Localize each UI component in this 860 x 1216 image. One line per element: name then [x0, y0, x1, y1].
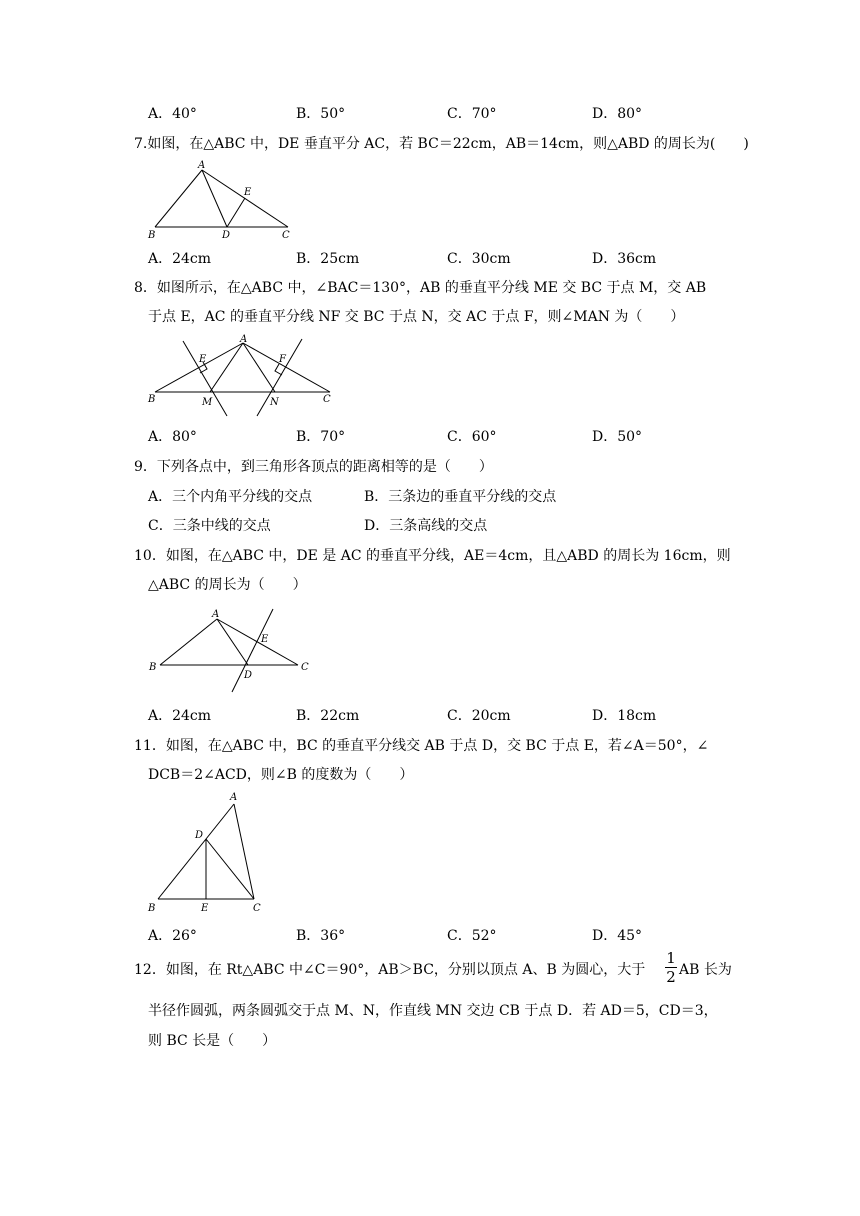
q7-label-a: A: [198, 160, 206, 171]
q11-label-d: D: [195, 830, 204, 841]
q12-stem-line-3: 则 BC 长是（ ）: [148, 1033, 277, 1049]
q12-stem-line-1: 12．如图，在 Rt△ABC 中∠C＝90°，AB＞BC，分别以顶点 A、B 为圆心，大于: [134, 962, 646, 978]
q9-option-d: D．三条高线的交点: [364, 518, 488, 534]
q8-option-c: C．60°: [447, 429, 497, 445]
q9-option-a: A．三个内角平分线的交点: [148, 489, 313, 505]
q7-label-b: B: [148, 230, 156, 241]
q8-label-e: E: [199, 354, 207, 365]
q7-option-b: B．25cm: [296, 251, 360, 267]
q8-stem-line-2: 于点 E，AC 的垂直平分线 NF 交 BC 于点 N，交 AC 于点 F，则∠MAN 为（ ）: [148, 309, 685, 325]
q10-label-e: E: [261, 634, 269, 645]
q11-figure: [140, 786, 280, 918]
q8-label-a: A: [240, 334, 248, 345]
q12-fraction-numerator: 1: [666, 949, 676, 967]
q8-option-a: A．80°: [148, 429, 197, 445]
q10-label-b: B: [149, 662, 157, 673]
q11-option-b: B．36°: [296, 928, 346, 944]
q6-option-c: C．70°: [447, 106, 497, 122]
q11-label-b: B: [148, 903, 156, 914]
q7-stem: 7.如图，在△ABC 中，DE 垂直平分 AC，若 BC＝22cm，AB＝14cm，则△ABD 的周长为( ): [134, 136, 749, 152]
q8-label-n: N: [270, 397, 279, 408]
q7-label-e: E: [244, 187, 252, 198]
q11-option-d: D．45°: [592, 928, 643, 944]
q8-label-b: B: [148, 394, 156, 405]
q10-label-a: A: [212, 609, 220, 620]
q7-option-c: C．30cm: [447, 251, 511, 267]
q9-option-b: B．三条边的垂直平分线的交点: [364, 489, 557, 505]
q7-label-d: D: [222, 230, 231, 241]
q10-option-a: A．24cm: [148, 708, 212, 724]
q6-option-d: D．80°: [592, 106, 643, 122]
q7-option-a: A．24cm: [148, 251, 212, 267]
q7-option-d: D．36cm: [592, 251, 657, 267]
q11-option-c: C．52°: [447, 928, 497, 944]
q12-stem-line-1-tail: AB 长为: [679, 962, 732, 978]
q7-label-c: C: [282, 230, 290, 241]
q10-stem-line-2: △ABC 的周长为（ ）: [148, 577, 307, 593]
q11-option-a: A．26°: [148, 928, 197, 944]
q8-figure: [140, 334, 340, 416]
q8-label-c: C: [323, 394, 331, 405]
q8-option-d: D．50°: [592, 429, 643, 445]
q11-stem-line-1: 11．如图，在△ABC 中，BC 的垂直平分线交 AB 于点 D，交 BC 于点 E，若∠A＝50°，∠: [134, 738, 709, 754]
q10-stem-line-1: 10．如图，在△ABC 中，DE 是 AC 的垂直平分线，AE＝4cm，且△ABD 的周长为 16cm，则: [134, 548, 731, 564]
q6-option-a: A．40°: [148, 106, 197, 122]
q12-fraction-denominator: 2: [666, 968, 676, 986]
q8-label-f: F: [279, 354, 286, 365]
q6-option-b: B．50°: [296, 106, 346, 122]
q12-stem-line-2: 半径作圆弧，两条圆弧交于点 M、N，作直线 MN 交边 CB 于点 D．若 AD＝5，CD＝3，: [148, 1003, 718, 1019]
q8-label-m: M: [202, 397, 213, 408]
q11-label-e: E: [201, 903, 209, 914]
q9-stem: 9．下列各点中，到三角形各顶点的距离相等的是（ ）: [134, 459, 493, 475]
q10-option-c: C．20cm: [447, 708, 511, 724]
q10-label-c: C: [301, 662, 309, 673]
q8-stem-line-1: 8．如图所示，在△ABC 中，∠BAC＝130°，AB 的垂直平分线 ME 交 BC 于点 M，交 AB: [134, 280, 707, 296]
q10-option-b: B．22cm: [296, 708, 360, 724]
q10-label-d: D: [244, 670, 253, 681]
q11-label-c: C: [253, 903, 261, 914]
q7-figure: [140, 160, 300, 242]
q11-stem-line-2: DCB＝2∠ACD，则∠B 的度数为（ ）: [148, 767, 414, 783]
q9-option-c: C．三条中线的交点: [148, 518, 271, 534]
q10-figure: [140, 604, 320, 696]
q8-option-b: B．70°: [296, 429, 346, 445]
q11-label-a: A: [230, 792, 238, 803]
q10-option-d: D．18cm: [592, 708, 657, 724]
